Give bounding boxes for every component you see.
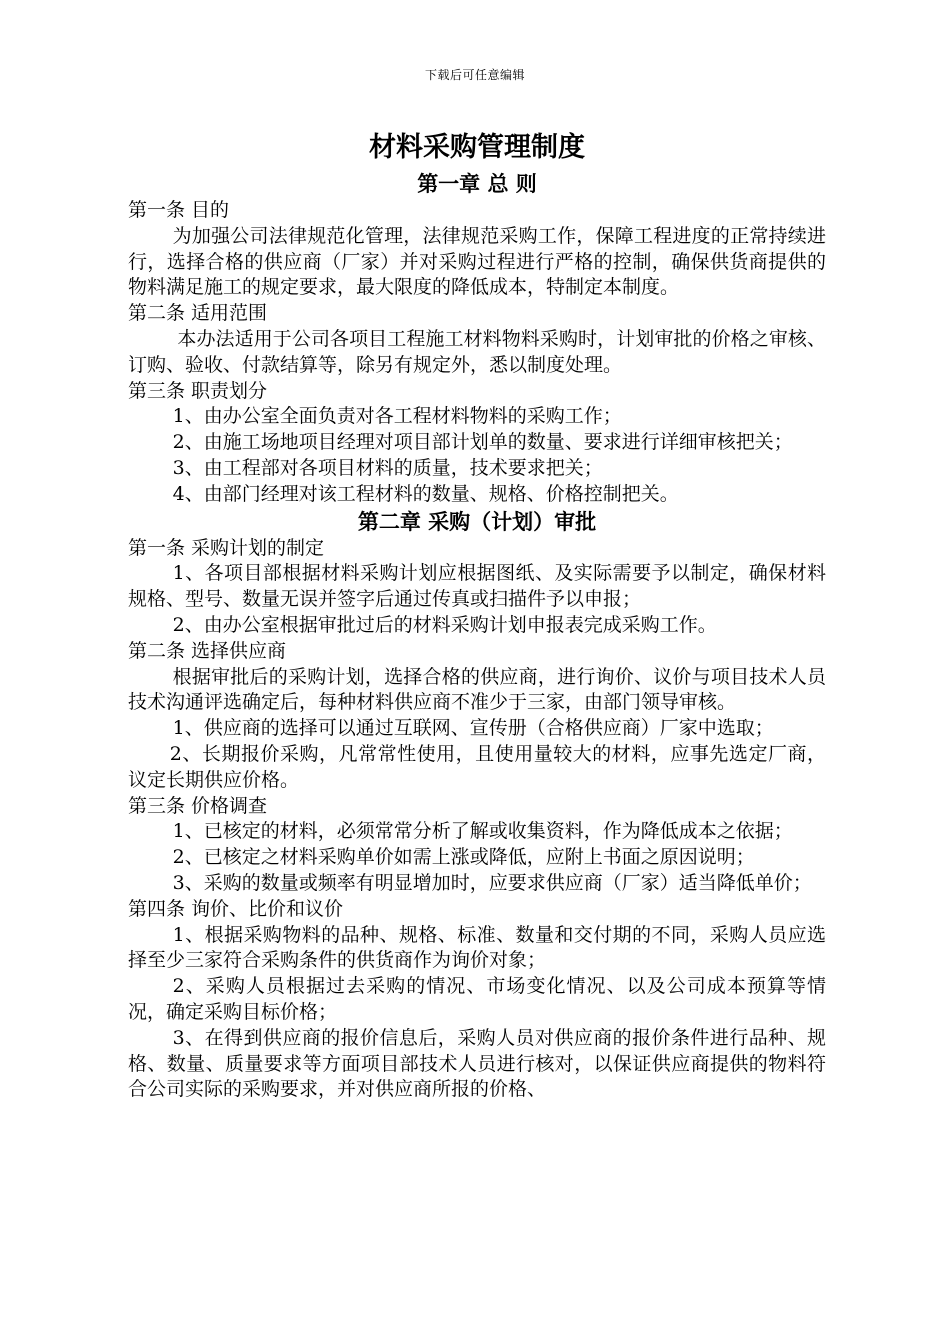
article-title: 第二条 选择供应商 — [128, 639, 287, 662]
article-title: 第一条 目的 — [128, 199, 230, 221]
list-item: 3、在得到供应商的报价信息后，采购人员对供应商的报价条件进行品种、规格、数量、质量要求等方面项目部技术人员进行核对，以保证供应商提供的物料符合公司实际的采购要求，并对供应商所报的价格、 — [128, 1026, 826, 1101]
article-title: 第二条 适用范围 — [128, 302, 268, 325]
list-item: 1、根据采购物料的品种、规格、标准、数量和交付期的不同，采购人员应选择至少三家符合采购条件的供货商作为询价对象； — [128, 923, 826, 972]
article-title: 第三条 职责划分 — [128, 379, 268, 402]
document-title: 材料采购管理制度 — [369, 132, 585, 163]
list-item: 1、已核定的材料，必须常常分析了解或收集资料，作为降低成本之依据； — [172, 820, 793, 843]
list-item: 1、供应商的选择可以通过互联网、宣传册（合格供应商）厂家中选取； — [172, 717, 774, 740]
list-item: 2、采购人员根据过去采购的情况、市场变化情况、以及公司成本预算等情况，确定采购目标价格； — [128, 975, 826, 1023]
list-item: 1、各项目部根据材料采购计划应根据图纸、及实际需要予以制定，确保材料规格、型号、数量无误并签字后通过传真或扫描件予以申报； — [128, 562, 826, 611]
article-title: 第四条 询价、比价和议价 — [128, 897, 344, 920]
list-item: 3、采购的数量或频率有明显增加时，应要求供应商（厂家）适当降低单价； — [172, 871, 812, 894]
document-body — [128, 128, 826, 1103]
list-item: 3、由工程部对各项目材料的质量，技术要求把关； — [172, 456, 603, 479]
paragraph: 本办法适用于公司各项目工程施工材料物料采购时，计划审批的价格之审核、订购、验收、付款结算等，除另有规定外，悉以制度处理。 — [128, 327, 826, 376]
chapter-1-heading: 第一章 总 则 — [417, 171, 537, 196]
list-item: 2、由施工场地项目经理对项目部计划单的数量、要求进行详细审核把关； — [172, 431, 793, 454]
list-item: 2、由办公室根据审批过后的材料采购计划申报表完成采购工作。 — [172, 613, 717, 636]
list-item: 2、长期报价采购，凡常常性使用，且使用量较大的材料，应事先选定厂商，议定长期供应价格。 — [128, 742, 826, 791]
list-item: 2、已核定之材料采购单价如需上涨或降低，应附上书面之原因说明； — [172, 846, 755, 869]
paragraph: 为加强公司法律规范化管理，法律规范采购工作，保障工程进度的正常持续进行，选择合格的供应商（厂家）并对采购过程进行严格的控制，确保供货商提供的物料满足施工的规定要求，最大限度的降低成本，特制定本制度。 — [128, 224, 826, 299]
paragraph: 根据审批后的采购计划，选择合格的供应商，进行询价、议价与项目技术人员技术沟通评选确定后，每种材料供应商不准少于三家，由部门领导审核。 — [128, 665, 826, 714]
list-item: 4、由部门经理对该工程材料的数量、规格、价格控制把关。 — [172, 482, 679, 505]
page-header-note: 下载后可任意编辑 — [424, 68, 525, 82]
article-title: 第一条 采购计划的制定 — [128, 536, 325, 559]
chapter-2-heading: 第二章 采购（计划）审批 — [357, 508, 597, 534]
article-title: 第三条 价格调查 — [128, 794, 268, 817]
list-item: 1、由办公室全面负责对各工程材料物料的采购工作； — [172, 405, 622, 428]
